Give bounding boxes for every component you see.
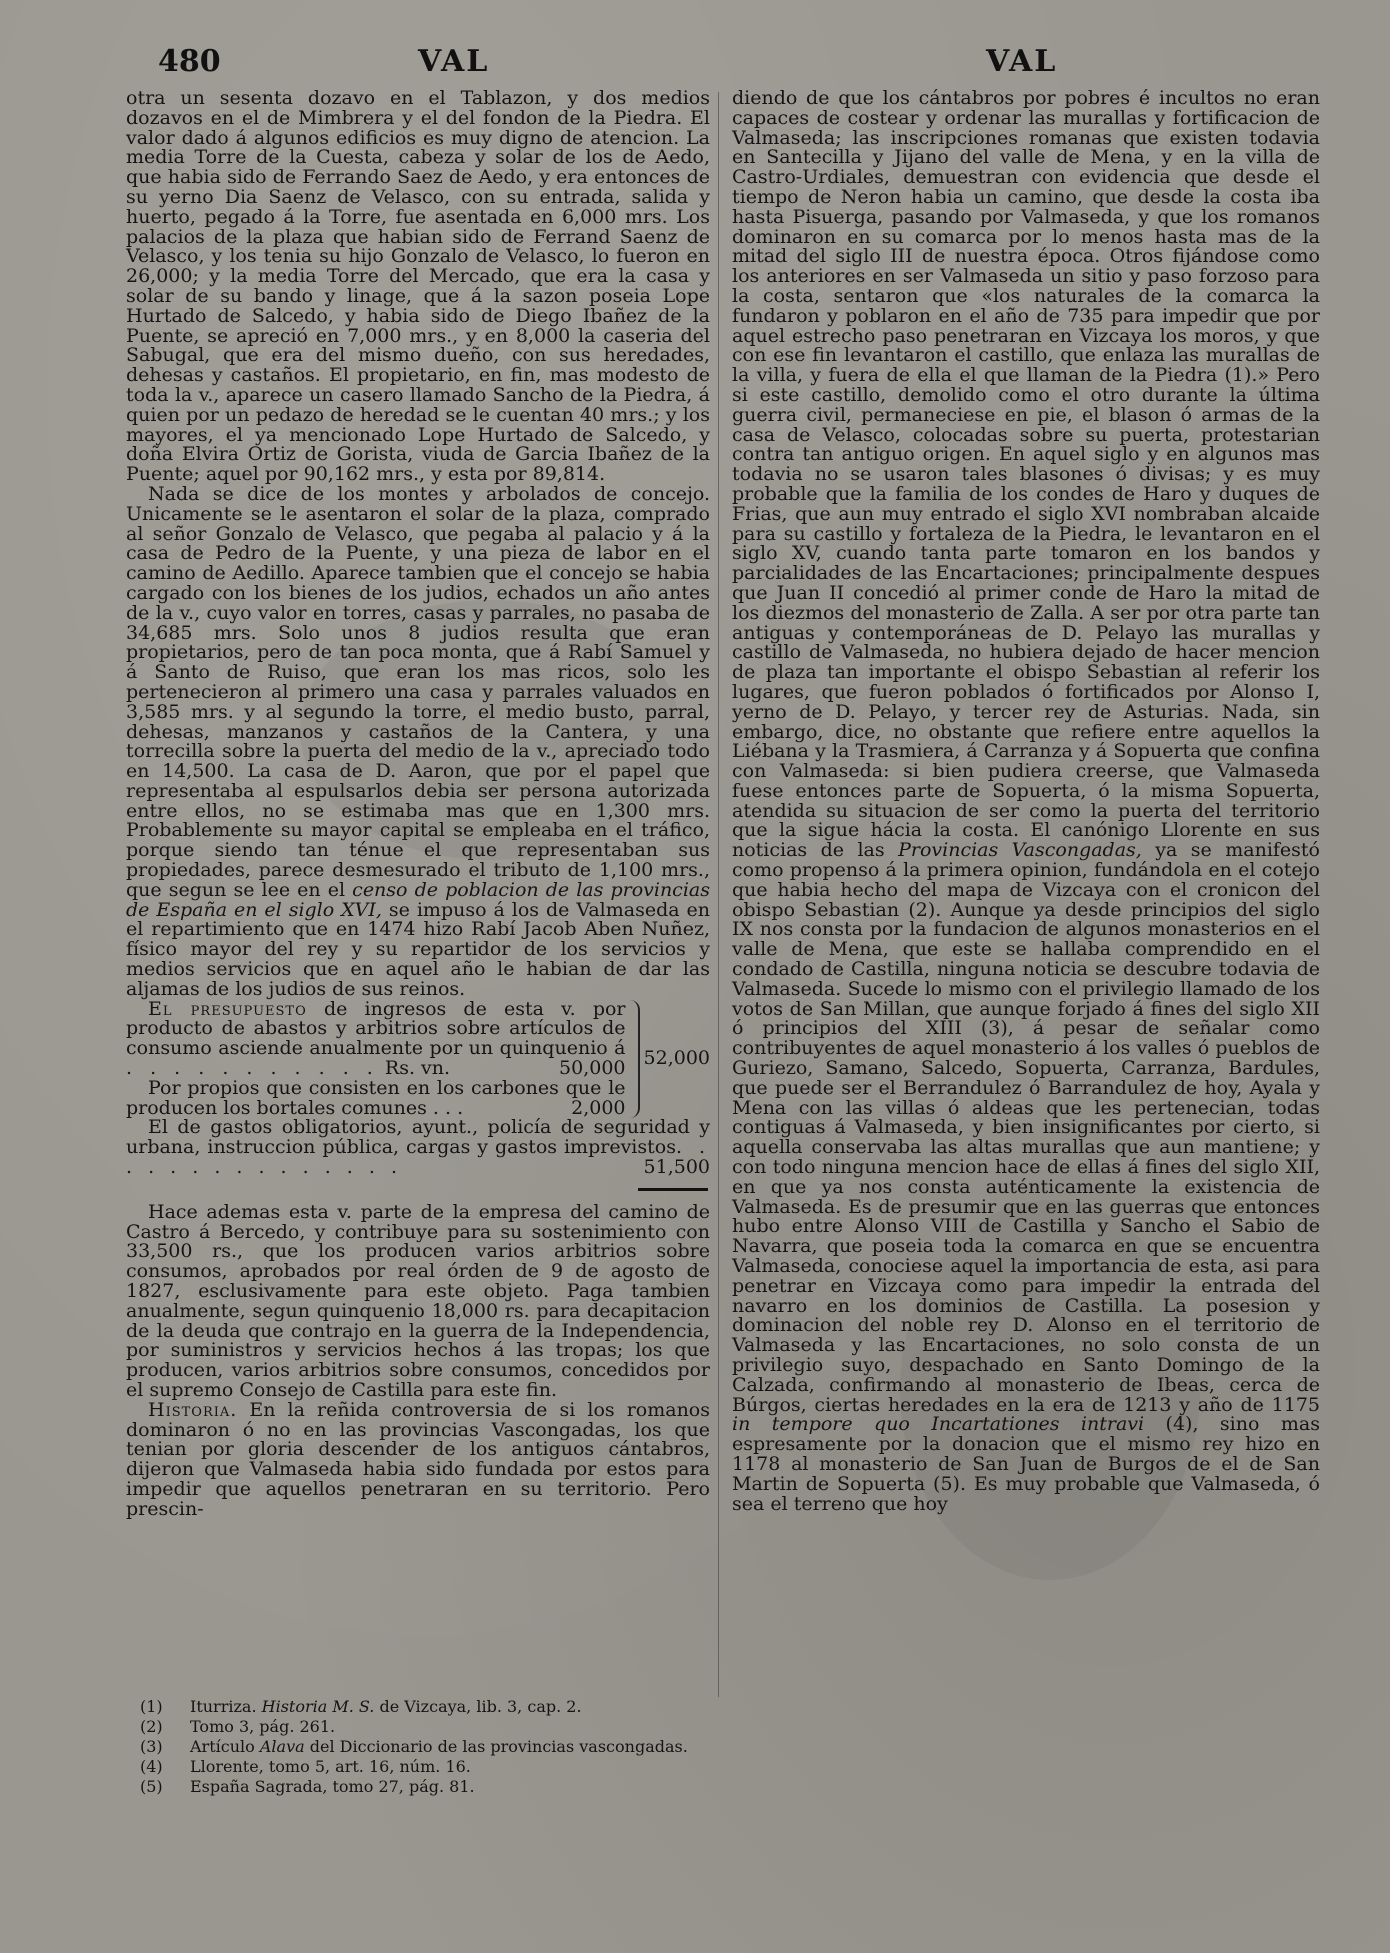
italic-latin: in tempore quo Incartationes intravi <box>732 1413 1145 1436</box>
footnote: (1) Iturriza. Historia M. S. de Vizcaya, lib. 3, cap. 2. <box>140 1697 582 1716</box>
paragraph: Hace ademas esta v. parte de la empresa del camino de Castro á Bercedo, y contribuye para su sostenimiento con 33,500 rs., que los producen varios arbitrios sobre consumos, aprobados por real órden de 9 de agosto de 1827, esclusivamente para este objeto. Paga tambien anualmente, segun quinquenio 18,000 rs. para decapitacion de la deuda que contrajo en la guerra de la Independencia, por suministros y servicios hechos á las tropas; los que producen, varios arbitrios sobre consumos, concedidos por el supremo Consejo de Castilla para este fin. <box>126 1200 710 1401</box>
running-head-right: VAL <box>986 44 1058 79</box>
italic-title: censo de poblacion de las provincias de España en el siglo XVI, <box>126 878 710 921</box>
brace-total: 52,000 <box>643 1047 710 1070</box>
total-rule <box>638 1188 708 1191</box>
section-label: El presupuesto <box>148 997 307 1020</box>
footnote: (3) Artículo Alava del Diccionario de las provincias vascongadas. <box>140 1737 688 1756</box>
paragraph: Nada se dice de los montes y arbolados de concejo. Unicamente se le asentaron el solar de la plaza, comprado al señor Gonzalo de Velasco, que pegaba al palacio y á la casa de Pedro de la Puente, y una pieza de labor en el camino de Aedillo. Aparece tambien que el concejo se habia cargado con los bienes de los judios, echados un año antes de la v., cuyo valor en torres, casas y parrales, no pasaba de 34,685 mrs. Solo unos 8 judios resulta que eran propietarios, pero de tan poca monta, que á Rabí Samuel y á Santo de Ruiso, que eran los mas ricos, solo les pertenecieron al primero una casa y parrales valuados en 3,585 mrs. y al segundo la torre, el medio busto, parral, dehesas, manzanos y castaños de la Cantera, y una torrecilla sobre la puerta del medio de la v., apreciado todo en 14,500. La casa de D. Aaron, que por el papel que representaba al espulsarlos debia ser persona autorizada entre ellos, no se estimaba mas que en 1,300 mrs. Probablemente su mayor capital se empleaba en el tráfico, porque siendo tan ténue el que representaban sus propiedades, parece desmesurado el tributo de 1,100 mrs., que segun se lee en el censo de poblacion de las provincias de España en el siglo XVI, se impuso á los de Valmaseda en el repartimiento que en 1474 hizo Rabí Jacob Aben Nuñez, físico mayor del rey y su repartidor de los servicios y medios servicios que en aquel año le habian de dar las aljamas de los judios de sus reinos. <box>126 482 710 1000</box>
running-head-left: VAL <box>418 44 490 79</box>
paragraph: Historia. En la reñida controversia de si los romanos dominaron ó no en las provincias Vascongadas, los que tenian por gloria descender de los antiguos cántabros, dijeron que Valmaseda habia sido fundada por estos para impedir que aquellos penetraran en su territorio. Pero prescin- <box>126 1398 710 1520</box>
right-column <box>732 89 1320 1514</box>
italic-title: Provincias Vascongadas, <box>898 839 1142 862</box>
footnotes <box>140 1697 688 1797</box>
column-divider <box>718 92 719 1697</box>
footnote: (5) España Sagrada, tomo 27, pág. 81. <box>140 1777 475 1796</box>
section-label: Historia. <box>148 1398 238 1421</box>
footnote: (4) Llorente, tomo 5, art. 16, núm. 16. <box>140 1757 471 1776</box>
paragraph: otra un sesenta dozavo en el Tablazon, y dos medios dozavos en el de Mimbrera y el del fondon de la Piedra. El valor dado á algunos edificios es muy digno de atencion. La media Torre de la Cuesta, cabeza y solar de los de Aedo, que habia sido de Ferrando Saez de Aedo, y era entonces de su yerno Dia Saenz de Velasco, con su entrada, salida y huerto, pegado á la Torre, fue asentada en 6,000 mrs. Los palacios de la plaza que habian sido de Ferrand Saenz de Velasco, y los tenia su hijo Gonzalo de Velasco, lo fueron en 26,000; y la media Torre del Mercado, que era la casa y solar de su bando y linage, que á la sazon poseia Lope Hurtado de Salcedo, y habia sido de Diego Ibañez de la Puente, se apreció en 7,000 mrs., y en 8,000 la caseria del Sabugal, que era del mismo dueño, con sus heredades, dehesas y castaños. El propietario, en fin, mas modesto de toda la v., aparece un casero llamado Sancho de la Piedra, á quien por un pedazo de heredad se le cuentan 40 mrs.; y los mayores, el ya mencionado Lope Hurtado de Salcedo, y doña Elvira Ortiz de Gorista, viuda de Garcia Ibañez de la Puente; aquel por 90,162 mrs., y esta por 89,814. <box>126 87 710 486</box>
paragraph: diendo de que los cántabros por pobres é incultos no eran capaces de costear y ordenar las murallas y fortificacion de Valmaseda; las inscripciones romanas que existen todavia en Santecilla y Jijano del valle de Mena, y en la villa de Castro-Urdiales, demuestran con evidencia que desde el tiempo de Neron habia un camino, que desde la costa iba hasta Pisuerga, pasando por Valmaseda, y que los romanos dominaron en su comarca por lo menos hasta mas de la mitad del siglo III de nuestra época. Otros fijándose como los anteriores en ser Valmaseda un sitio y paso forzoso para la costa, sentaron que «los naturales de la comarca la fundaron y poblaron en el año de 735 para impedir que por aquel estrecho paso penetraran en Vizcaya los moros, y que con ese fin levantaron el castillo, que enlaza las murallas de la villa, y fuera de ella el que llaman de la Piedra (1).» Pero si este castillo, demolido como el otro durante la última guerra civil, permaneciese en pie, el blason ó armas de la casa de Velasco, colocadas sobre su puerta, protestarian contra tan antiguo origen. En aquel siglo y en algunos mas todavia no se usaron tales blasones ó divisas; y es muy probable que la familia de los condes de Haro y duques de Frias, que aun muy entrado el siglo XVI nombraban alcaide para su castillo y fortaleza de la Piedra, le levantaron en el siglo XV, cuando tanta parte tomaron en los bandos y parcialidades de las Encartaciones; principalmente despues que Juan II concedió al primer conde de Haro la mitad de los diezmos del monasterio de Zalla. A ser por otra parte tan antiguas y contemporáneas de D. Pelayo las murallas y castillo de Valmaseda, no hubiera dejado de hacer mencion de plaza tan importante el obispo Sebastian al referir los lugares, que fueron poblados ó fortificados por Alonso I, yerno de D. Pelayo, y tercer rey de Asturias. Nada, sin embargo, dice, no obstante que refiere entre aquellos la Liébana y la Trasmiera, á Carranza y á Sopuerta que confina con Valmaseda: si bien pudiera creerse, que Valmaseda fuese entonces parte de Sopuerta, ó la misma Sopuerta, atendida su situacion de ser como la puerta del territorio que la sigue hácia la costa. El canónigo Llorente en sus noticias de las Provincias Vascongadas, ya se manifestó como propenso á la primera opinion, fundándola en el cotejo que habia hecho del mapa de Vizcaya con el cronicon del obispo Sebastian (2). Aunque ya desde principios del siglo IX nos consta por la fundacion de algunos monasterios en el valle de Mena, que este se hallaba comprendido en el condado de Castilla, ninguna noticia se descubre todavia de Valmaseda. Sucede lo mismo con el privilegio llamado de los votos de San Millan, que aunque forjado á fines del siglo XII ó principios del XIII (3), á pesar de señalar como contribuyentes de aquel monasterio á los valles ó pueblos de Guriezo, Samano, Salcedo, Sopuerta, Carranza, Bardules, que puede ser el Berrandulez ó Barrandulez de hoy, Ayala y Mena con las villas ó aldeas que les pertenecian, todas contiguas á Valmaseda, y bien insignificantes por cierto, si aquella conservaba las altas murallas que aun mantiene; y con todo ninguna mencion hace de ellas á fines del siglo XII, en que ya nos consta auténticamente la existencia de Valmaseda. Es de presumir que en las guerras que entonces hubo entre Alonso VIII de Castilla y Sancho el Sabio de Navarra, que poseia toda la comarca en que se encuentra Valmaseda, conociese aquel la importancia de esta, asi para penetrar en Vizcaya como para impedir la entrada del navarro en los dominios de Castilla. La posesion y dominacion del noble rey D. Alonso en el territorio de Valmaseda y las Encartaciones, no solo consta de un privilegio suyo, despachado en Santo Domingo de la Calzada, confirmando al monasterio de Ibeas, cerca de Búrgos, ciertas heredades en la era de 1213 y año de 1175 in tempore quo Incartationes intravi (4), sino mas espresamente por la donacion que el mismo rey hizo en 1178 al monasterio de San Juan de Burgos de el de San Martin de Sopuerta (5). Es muy probable que Valmaseda, ó sea el terreno que hoy <box>732 87 1320 1515</box>
brace <box>630 1000 640 1119</box>
amount: 50,000 <box>559 1057 626 1080</box>
amount: 2,000 <box>571 1096 626 1119</box>
budget-table <box>126 997 710 1191</box>
footnote: (2) Tomo 3, pág. 261. <box>140 1717 336 1736</box>
budget-income-line: El presupuesto de ingresos de esta v. por producto de abastos y arbitrios sobre artículos de consumo asciende anualmente por un quinquenio á . . . . . . . . . . . Rs. vn. 50,000 <box>126 997 626 1080</box>
page-number: 480 <box>158 44 221 79</box>
budget-propios-line: Por propios que consisten en los carbones que le producen los bortales comunes . . . 2,000 <box>126 1076 626 1119</box>
left-column <box>126 89 710 1520</box>
budget-expense-line: El de gastos obligatorios, ayunt., policía de seguridad y urbana, instruccion pública, cargas y gastos imprevistos. . . . . . . . . . . . . . . 51,500 <box>126 1116 710 1179</box>
amount: 51,500 <box>643 1156 710 1179</box>
